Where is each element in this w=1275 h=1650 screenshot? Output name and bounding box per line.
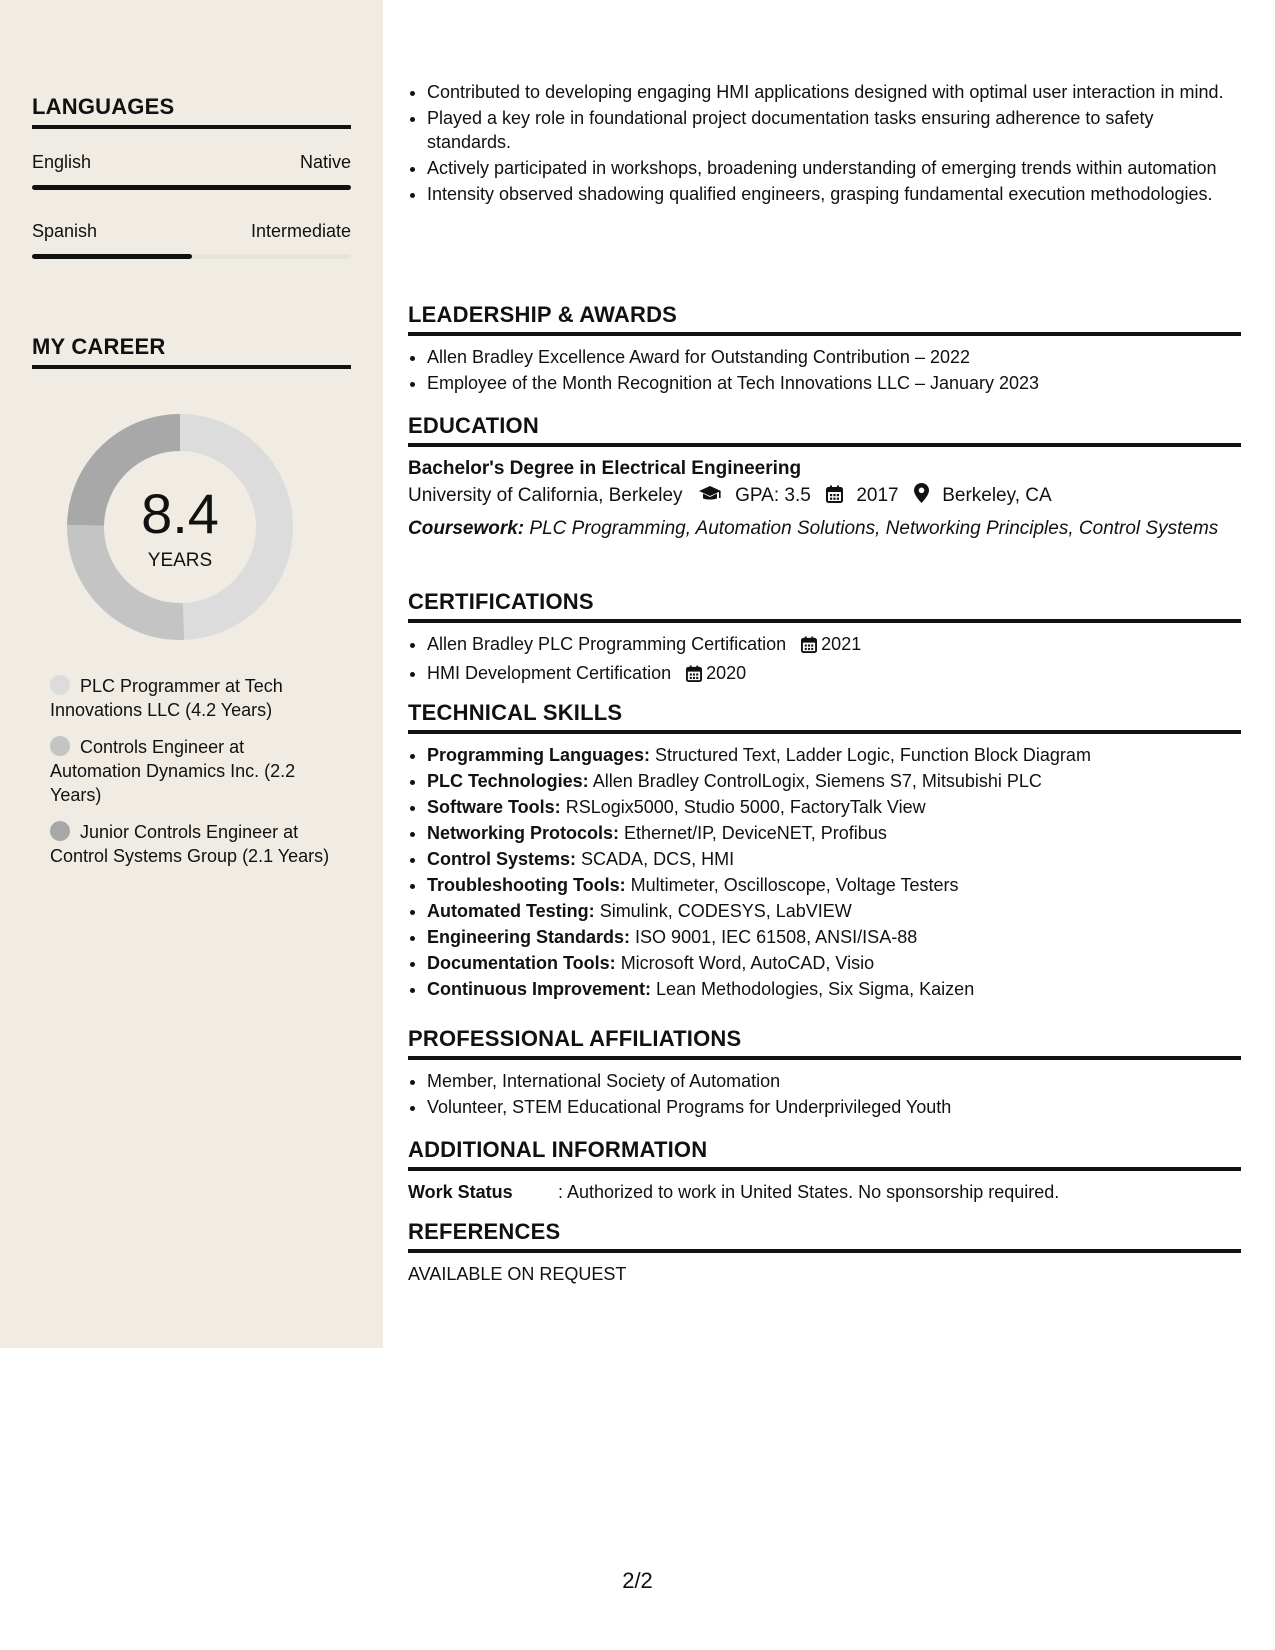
calendar-icon: [826, 484, 843, 512]
skill-value: Microsoft Word, AutoCAD, Visio: [620, 953, 875, 973]
language-proficiency-bar: [32, 254, 351, 259]
list-item: [427, 795, 1241, 819]
career-donut-center: [67, 414, 293, 640]
skill-value: RSLogix5000, Studio 5000, FactoryTalk View: [565, 797, 926, 817]
language-proficiency-fill: [32, 254, 192, 259]
list-item: [427, 821, 1241, 845]
certification-name: HMI Development Certification: [427, 663, 672, 683]
list-item: [427, 661, 1241, 688]
career-total-unit: YEARS: [147, 550, 213, 571]
list-item: [427, 769, 1241, 793]
calendar-icon: [686, 664, 702, 688]
certifications-section: [408, 589, 1241, 690]
skills-section: [408, 700, 1241, 1003]
certification-name: Allen Bradley PLC Programming Certification: [427, 634, 787, 654]
affiliations-section: [408, 1026, 1241, 1121]
list-item: • Intensity observed shadowing qualified engineers, grasping fundamental execution methodologies.: [427, 182, 1241, 206]
coursework: [408, 516, 1241, 541]
skills-list: [408, 743, 1241, 1001]
school-name: University of California, Berkeley: [408, 485, 683, 506]
certification-year: 2021: [821, 634, 862, 654]
degree-title: Bachelor's Degree in Electrical Engineering: [408, 458, 802, 479]
certification-year: 2020: [706, 663, 747, 683]
skill-label: PLC Technologies:: [427, 771, 589, 791]
references-section: [408, 1219, 1241, 1286]
legend-dot: [50, 736, 70, 756]
section-heading: TECHNICAL SKILLS: [408, 700, 1241, 734]
skill-value: Allen Bradley ControlLogix, Siemens S7, Mitsubishi PLC: [592, 771, 1042, 791]
language-name: English: [32, 152, 92, 172]
list-item: [427, 632, 1241, 659]
list-item: • Volunteer, STEM Educational Programs for Underprivileged Youth: [427, 1095, 1241, 1119]
career-item-text: PLC Programmer at Tech Innovations LLC (4.2 Years): [50, 676, 283, 720]
leadership-section: [408, 302, 1241, 397]
list-item: [427, 743, 1241, 767]
coursework-list: PLC Programming, Automation Solutions, Networking Principles, Control Systems: [529, 518, 1219, 539]
skill-value: Multimeter, Oscilloscope, Voltage Testers: [630, 875, 959, 895]
career-item-text: Junior Controls Engineer at Control Systems Group (2.1 Years): [50, 822, 330, 866]
list-item: • Played a key role in foundational project documentation tasks ensuring adherence to safety standards.: [427, 106, 1241, 154]
location-pin-icon: [914, 483, 929, 512]
calendar-icon: [801, 635, 817, 659]
experience-continued: [408, 80, 1241, 208]
language-proficiency-fill: [32, 185, 351, 190]
list-item: [427, 951, 1241, 975]
skill-value: Structured Text, Ladder Logic, Function Block Diagram: [655, 745, 1091, 765]
list-item: • Allen Bradley Excellence Award for Outstanding Contribution – 2022: [427, 345, 1241, 369]
career-total-value: 8.4: [141, 482, 219, 545]
skill-label: Troubleshooting Tools:: [427, 875, 626, 895]
skill-label: Programming Languages:: [427, 745, 651, 765]
skill-value: SCADA, DCS, HMI: [581, 849, 735, 869]
list-item: • Member, International Society of Automation: [427, 1069, 1241, 1093]
list-item: • Actively participated in workshops, broadening understanding of emerging trends within automation: [427, 156, 1241, 180]
section-heading: CERTIFICATIONS: [408, 589, 1241, 623]
language-proficiency-bar: [32, 185, 351, 190]
references-text: AVAILABLE ON REQUEST: [408, 1264, 627, 1284]
legend-dot: [50, 675, 70, 695]
language-level: Native: [299, 152, 351, 172]
list-item: [427, 847, 1241, 871]
work-status-value: : Authorized to work in United States. No sponsorship required.: [558, 1182, 1060, 1202]
list-item: • Employee of the Month Recognition at Tech Innovations LLC – January 2023: [427, 371, 1241, 395]
experience-bullets: [408, 80, 1241, 206]
skill-label: Engineering Standards:: [427, 927, 631, 947]
school-location: Berkeley, CA: [942, 485, 1052, 506]
skill-value: ISO 9001, IEC 61508, ANSI/ISA-88: [635, 927, 918, 947]
section-heading: ADDITIONAL INFORMATION: [408, 1137, 1241, 1171]
education-meta: [408, 482, 1241, 512]
section-heading: EDUCATION: [408, 413, 1241, 447]
skill-label: Networking Protocols:: [427, 823, 620, 843]
career-heading: MY CAREER: [32, 334, 351, 369]
education-section: [408, 413, 1241, 541]
skill-label: Control Systems:: [427, 849, 577, 869]
skill-label: Software Tools:: [427, 797, 561, 817]
list-item: [427, 899, 1241, 923]
career-item: [50, 735, 330, 807]
language-name: Spanish: [32, 221, 98, 241]
legend-dot: [50, 821, 70, 841]
list-item: [427, 873, 1241, 897]
skill-label: Documentation Tools:: [427, 953, 616, 973]
section-heading: REFERENCES: [408, 1219, 1241, 1253]
list-item: [427, 925, 1241, 949]
skill-label: Continuous Improvement:: [427, 979, 651, 999]
page-number: 2/2: [622, 1568, 653, 1593]
graduation-cap-icon: [698, 484, 722, 512]
coursework-label: Coursework:: [408, 518, 525, 539]
graduation-year: 2017: [856, 485, 899, 506]
certifications-list: [408, 632, 1241, 688]
career-item: [50, 820, 330, 868]
skill-value: Lean Methodologies, Six Sigma, Kaizen: [656, 979, 975, 999]
list-item: [427, 977, 1241, 1001]
skill-value: Simulink, CODESYS, LabVIEW: [599, 901, 852, 921]
career-item-text: Controls Engineer at Automation Dynamics Inc. (2.2 Years): [50, 737, 296, 805]
affiliations-list: [408, 1069, 1241, 1119]
languages-heading: LANGUAGES: [32, 94, 351, 129]
list-item: • Contributed to developing engaging HMI applications designed with optimal user interaction in mind.: [427, 80, 1241, 104]
section-heading: PROFESSIONAL AFFILIATIONS: [408, 1026, 1241, 1060]
section-heading: LEADERSHIP & AWARDS: [408, 302, 1241, 336]
leadership-list: [408, 345, 1241, 395]
work-status-label: Work Status: [408, 1182, 513, 1202]
career-legend: [50, 674, 330, 881]
career-item: [50, 674, 330, 722]
work-status-row: [408, 1180, 1241, 1204]
skill-value: Ethernet/IP, DeviceNET, Profibus: [624, 823, 887, 843]
career-donut: [67, 414, 293, 640]
sidebar: [0, 0, 383, 1348]
additional-info-section: [408, 1137, 1241, 1204]
skill-label: Automated Testing:: [427, 901, 595, 921]
gpa: GPA: 3.5: [735, 485, 811, 506]
language-level: Intermediate: [250, 221, 351, 241]
